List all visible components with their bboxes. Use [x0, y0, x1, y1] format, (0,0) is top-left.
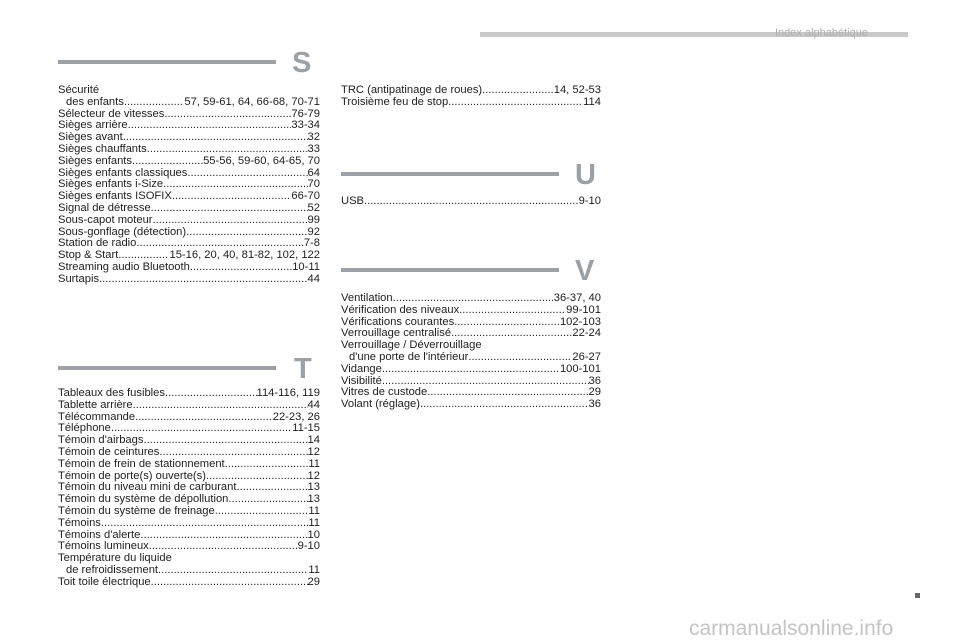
index-entry-pages: 66-70 [291, 190, 320, 203]
leader-dots [448, 97, 583, 109]
section-s-heading [58, 47, 320, 86]
leader-dots [128, 120, 292, 132]
index-entry-label: Tablette arrière [58, 398, 133, 411]
leader-dots [228, 494, 307, 506]
index-entry-label: Sièges arrière [58, 119, 128, 132]
section-letter: V [575, 255, 595, 287]
section-letter: T [294, 353, 312, 385]
index-entry[interactable] [341, 97, 601, 109]
index-entry-pages: 9-10 [297, 540, 320, 553]
leader-dots [236, 482, 307, 494]
section-rule [58, 366, 276, 370]
leader-dots [186, 227, 307, 239]
index-entry-label: Sélecteur de vitesses [58, 107, 165, 120]
index-entry-pages: 100-101 [559, 362, 601, 375]
index-entry-label: Sécurité [58, 84, 100, 96]
index-entry-pages: 114-116, 119 [256, 387, 320, 399]
leader-dots [190, 262, 292, 274]
index-entry-pages: 99-101 [566, 303, 601, 316]
index-entry-pages: 13 [307, 493, 320, 506]
index-entry-pages: 10 [307, 528, 320, 541]
index-entry[interactable] [341, 196, 601, 208]
leader-dots [101, 518, 308, 530]
index-entry-label: USB [341, 195, 365, 207]
section-t-continued [341, 85, 601, 109]
index-entry[interactable]: d'une porte de l'intérieur ..... 26-27 [341, 352, 601, 364]
leader-dots [99, 274, 308, 286]
index-entry-pages: 44 [307, 398, 320, 411]
index-entry-pages: 11-15 [292, 422, 320, 435]
leader-dots [225, 459, 309, 471]
leader-dots [143, 435, 307, 447]
index-entry-label: Station de radio [58, 237, 137, 250]
index-entry-label: Tableaux des fusibles [58, 387, 165, 399]
leader-dots [420, 399, 589, 411]
index-entry-pages: 9-10 [578, 195, 601, 207]
index-entry-label: Troisième feu de stop [341, 95, 449, 108]
leader-dots [132, 156, 203, 168]
leader-dots [459, 305, 566, 317]
index-entry-label: Témoin de ceintures [58, 445, 160, 458]
index-entry-pages: 32 [307, 131, 320, 144]
index-entry-label: Sièges enfants ISOFIX [58, 190, 172, 203]
index-entry-label: Sous-capot moteur [58, 213, 153, 226]
index-entry[interactable] [58, 144, 320, 156]
leader-dots [454, 317, 560, 329]
index-entry-label: Volant (réglage) [341, 398, 420, 411]
index-entry[interactable] [341, 305, 601, 317]
index-entry-label: Témoin du système de dépollution [58, 493, 229, 506]
index-entry-label: Témoin de porte(s) ouverte(s) [58, 469, 206, 482]
leader-dots [172, 191, 292, 203]
index-entry-pages: 70 [307, 178, 320, 191]
index-entry-label: Vérifications courantes [341, 315, 455, 328]
index-entry-label: Témoin du niveau mini de carburant [58, 481, 237, 494]
index-entry-pages: 14 [307, 434, 320, 447]
index-entry[interactable] [341, 364, 601, 376]
index-entry-label: Témoin du système de freinage [58, 504, 215, 517]
leader-dots [482, 85, 554, 97]
index-entry[interactable]: des enfants ..... 57, 59-61, 64, 66-68, 70-71 [58, 97, 320, 109]
index-entry-label: Télécommande [58, 410, 136, 423]
index-entry-label: Visibilité [341, 374, 382, 387]
section-rule [58, 60, 276, 64]
index-entry[interactable] [58, 203, 320, 215]
index-entry-pages: 11 [308, 457, 320, 470]
index-entry-label: Surtapis [58, 272, 100, 285]
index-entry-pages: 15-16, 20, 40, 81-82, 102, 122 [169, 249, 320, 262]
leader-dots [187, 168, 307, 180]
index-entry-pages: 29 [588, 386, 601, 399]
leader-dots [215, 506, 309, 518]
index-entry[interactable] [58, 400, 320, 412]
index-entry-pages: 92 [307, 225, 320, 238]
section-t-entries [58, 388, 320, 589]
index-entry-label: TRC (antipatinage de roues) [341, 84, 483, 96]
section-u-heading [341, 159, 601, 198]
leader-dots [151, 203, 308, 215]
index-entry-pages: 22-24 [572, 327, 601, 340]
section-rule [341, 172, 559, 176]
index-entry[interactable] [341, 399, 601, 411]
index-entry[interactable] [58, 156, 320, 168]
index-entry[interactable] [58, 518, 320, 530]
index-entry-pages: 11 [308, 516, 320, 529]
index-entry-label: Sièges enfants i-Size [58, 178, 164, 191]
leader-dots [163, 179, 307, 191]
index-entry-label: Témoins lumineux [58, 540, 149, 553]
index-entry[interactable] [58, 274, 320, 286]
index-entry[interactable] [58, 506, 320, 518]
index-entry[interactable]: de refroidissement ..... 11 [58, 565, 320, 577]
leader-dots [164, 109, 291, 121]
leader-dots [123, 132, 308, 144]
index-entry-label: Verrouillage / Déverrouillage [341, 339, 482, 352]
index-entry-pages: 44 [307, 272, 320, 285]
section-letter: S [292, 47, 312, 79]
index-entry-pages: 11 [308, 504, 320, 517]
index-entry[interactable] [58, 262, 320, 274]
index-entry-label: Température du liquide [58, 552, 172, 565]
section-letter: U [575, 159, 596, 191]
index-entry-pages: 12 [307, 445, 320, 458]
index-entry-label: Sièges chauffants [58, 142, 147, 155]
section-v-entries [341, 293, 601, 411]
index-entry-label: Témoins d'alerte [58, 528, 141, 541]
index-entry-label: Témoin d'airbags [58, 434, 144, 447]
index-entry-pages: 10-11 [292, 260, 320, 273]
index-entry-label: Sièges avant [58, 131, 123, 144]
leader-dots [140, 530, 307, 542]
index-entry-pages: 102-103 [559, 315, 601, 328]
watermark: carmanualsonline.info [689, 617, 894, 640]
index-entry[interactable] [58, 447, 320, 459]
index-entry-label: Témoins [58, 516, 101, 529]
index-entry[interactable]: Toit toile électrique ..... 29 [58, 577, 320, 589]
index-entry-label: Sièges enfants [58, 154, 133, 167]
index-entry-label: Sièges enfants classiques [58, 166, 188, 179]
index-entry-pages: 64 [307, 166, 320, 179]
index-entry-label: Vitres de custode [341, 386, 428, 399]
index-entry[interactable] [58, 215, 320, 227]
index-entry-pages: 33-34 [291, 119, 320, 132]
leader-dots [364, 196, 579, 208]
index-entry-label: Signal de détresse [58, 201, 151, 214]
index-entry-pages: 114 [583, 95, 601, 108]
index-entry-label: Vérification des niveaux [341, 303, 460, 316]
index-entry-label: Ventilation [341, 292, 393, 304]
leader-dots [147, 144, 308, 156]
index-entry-pages: 36-37, 40 [553, 292, 601, 304]
section-v-heading [341, 255, 601, 294]
index-entry-pages: 13 [307, 481, 320, 494]
index-entry-pages: 52 [307, 201, 320, 214]
leader-dots [382, 364, 560, 376]
index-entry-pages: 14, 52-53 [553, 84, 601, 96]
index-entry-label: Témoin de frein de stationnement [58, 457, 225, 470]
leader-dots [165, 388, 257, 400]
index-entry-pages: 55-56, 59-60, 64-65, 70 [203, 154, 320, 167]
index-entry-label: Stop & Start [58, 249, 119, 262]
index-entry-pages: 99 [307, 213, 320, 226]
leader-dots [135, 412, 273, 424]
leader-dots [133, 400, 308, 412]
index-entry-label: Sous-gonflage (détection) [58, 225, 187, 238]
end-marker [915, 593, 920, 598]
index-entry-pages: 76-79 [291, 107, 320, 120]
leader-dots [427, 387, 588, 399]
index-entry[interactable] [58, 459, 320, 471]
index-entry-pages: 36 [588, 374, 601, 387]
section-u-entries [341, 196, 601, 208]
index-entry-pages: 7-8 [303, 237, 320, 250]
index-entry-pages: 36 [588, 398, 601, 411]
section-s-entries [58, 85, 320, 286]
index-entry-label: Streaming audio Bluetooth [58, 260, 190, 273]
index-entry-pages: 22-23, 26 [272, 410, 320, 423]
index-entry-pages: 12 [307, 469, 320, 482]
index-entry-label: Vidange [341, 362, 382, 375]
page-header-title: Index alphabétique [775, 27, 868, 39]
leader-dots [153, 215, 308, 227]
index-entry-label: Téléphone [58, 422, 111, 435]
leader-dots [159, 447, 307, 459]
index-entry-pages: 33 [307, 142, 320, 155]
index-entry-label: Verrouillage centralisé [341, 327, 452, 340]
section-rule [341, 268, 559, 272]
